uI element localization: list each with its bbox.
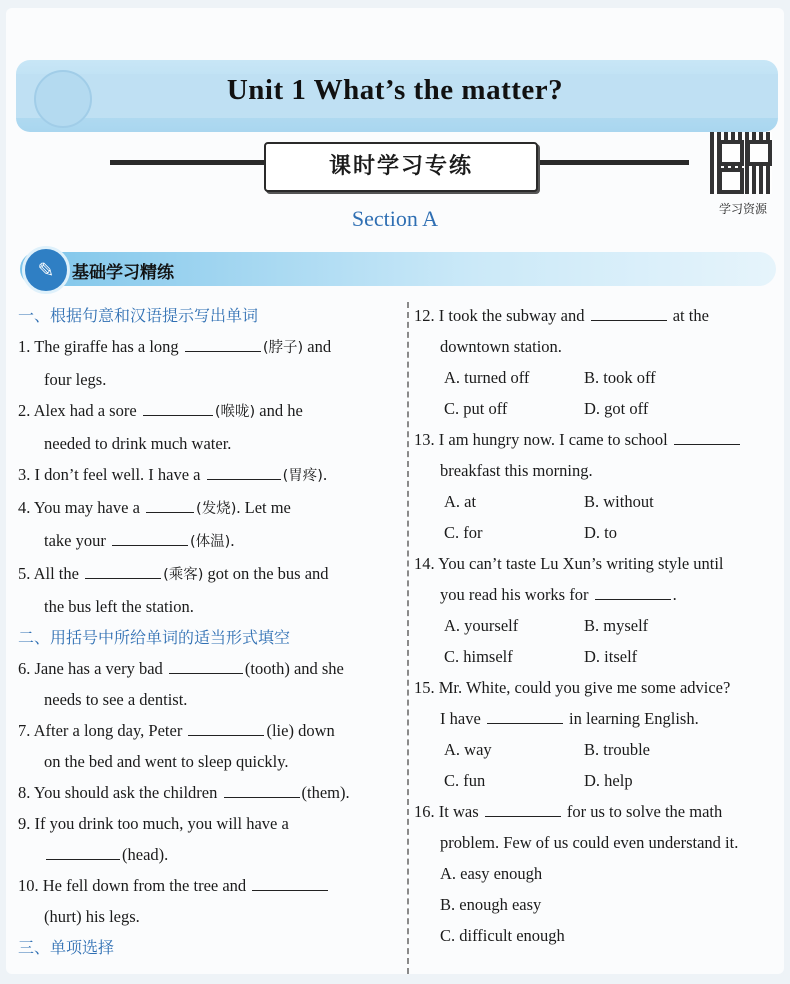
question-2 [18, 395, 398, 428]
strip-line-left [110, 160, 268, 165]
q4-hint-2: (体温) [189, 534, 231, 550]
q5-continued: the bus left the station. [44, 597, 194, 616]
q6-blank[interactable] [169, 655, 243, 674]
option-d[interactable]: D. help [584, 771, 633, 790]
q8-text: 8. You should ask the children [18, 783, 218, 802]
question-10 [18, 870, 398, 901]
q2-text: 2. Alex had a sore [18, 401, 137, 420]
q4-continued [18, 525, 398, 558]
q10-continued: (hurt) his legs. [44, 907, 140, 926]
option-b[interactable]: B. enough easy [440, 895, 542, 914]
q7-text: 7. After a long day, Peter [18, 721, 183, 740]
q14-options-row-2 [414, 641, 776, 672]
q12-continued: downtown station. [440, 337, 562, 356]
q8-blank[interactable] [224, 779, 300, 798]
option-c[interactable]: C. for [444, 523, 483, 542]
question-8 [18, 777, 398, 808]
q7-continued: on the bed and went to sleep quickly. [44, 752, 289, 771]
q5-text: 5. All the [18, 564, 79, 583]
q14-blank[interactable] [595, 581, 671, 600]
q16-continued: problem. Few of us could even understand it. [440, 833, 739, 852]
q12-options-row-2 [414, 393, 776, 424]
q9-continued [18, 839, 398, 870]
q13-options-row-1 [414, 486, 776, 517]
question-16 [414, 796, 776, 827]
q2-hint: (喉咙) [214, 404, 256, 420]
option-a[interactable]: A. way [444, 740, 492, 759]
part3-heading: 三、单项选择 [18, 938, 115, 957]
question-6 [18, 653, 398, 684]
q16-text-2: for us to solve the math [562, 802, 723, 821]
q4-blank-2[interactable] [112, 527, 188, 546]
question-13 [414, 424, 776, 455]
q13-text: 13. I am hungry now. I came to school [414, 430, 668, 449]
column-divider [407, 302, 409, 974]
question-12 [414, 300, 776, 331]
question-9: 9. If you drink too much, you will have a [18, 814, 289, 833]
q6-continued: needs to see a dentist. [44, 690, 188, 709]
option-c[interactable]: C. himself [444, 647, 513, 666]
question-7 [18, 715, 398, 746]
q12-options-row-1 [414, 362, 776, 393]
option-a[interactable]: A. at [444, 492, 477, 511]
q4-text-3: take your [44, 531, 106, 550]
qr-finder-icon [718, 140, 744, 166]
q9-text-2: (head). [122, 845, 169, 864]
option-b[interactable]: B. trouble [584, 740, 650, 759]
option-a[interactable]: A. turned off [444, 368, 530, 387]
q6-text: 6. Jane has a very bad [18, 659, 163, 678]
option-a[interactable]: A. easy enough [440, 864, 543, 883]
option-b[interactable]: B. myself [584, 616, 649, 635]
q5-hint: (乘客) [163, 567, 204, 583]
q5-blank[interactable] [85, 560, 161, 579]
question-5 [18, 558, 398, 591]
q6-text-2: (tooth) and she [244, 659, 344, 678]
q14-continued [414, 579, 776, 610]
section-title: Section A [351, 206, 439, 231]
option-c[interactable]: C. fun [444, 771, 486, 790]
q15-text-2: in learning English. [564, 709, 699, 728]
q1-text: 1. The giraffe has a long [18, 337, 179, 356]
strip-line-right [533, 160, 689, 165]
q15-text: I have [440, 709, 481, 728]
q4-text-2: . Let me [236, 498, 291, 517]
question-3 [18, 459, 398, 492]
q14-text-2: . [672, 585, 677, 604]
right-column [414, 300, 776, 951]
lesson-practice-label: 课时学习专练 [264, 142, 538, 192]
q15-continued [414, 703, 776, 734]
q12-text: 12. I took the subway and [414, 306, 585, 325]
q1-continued: four legs. [44, 370, 107, 389]
q12-blank[interactable] [591, 302, 667, 321]
q1-blank[interactable] [185, 333, 261, 352]
question-15: 15. Mr. White, could you give me some advice? [414, 678, 731, 697]
part2-heading: 二、用括号中所给单词的适当形式填空 [18, 628, 291, 647]
qr-finder-icon [746, 140, 772, 166]
option-c[interactable]: C. put off [444, 399, 508, 418]
left-column [18, 300, 398, 963]
workbook-page [6, 8, 784, 974]
option-d[interactable]: D. itself [584, 647, 638, 666]
q5-text-2: got on the bus and [203, 564, 329, 583]
q2-text-2: and he [255, 401, 303, 420]
q15-options-row-1 [414, 734, 776, 765]
q10-text: 10. He fell down from the tree and [18, 876, 247, 895]
part1-heading: 一、根据句意和汉语提示写出单词 [18, 306, 259, 325]
q3-text: 3. I don’t feel well. I have a [18, 465, 201, 484]
option-d[interactable]: D. to [584, 523, 617, 542]
q9-blank[interactable] [46, 841, 120, 860]
option-a[interactable]: A. yourself [444, 616, 519, 635]
q3-blank[interactable] [207, 461, 281, 480]
q10-blank[interactable] [252, 872, 328, 891]
q16-text: 16. It was [414, 802, 479, 821]
option-d[interactable]: D. got off [584, 399, 649, 418]
q13-blank[interactable] [674, 426, 740, 445]
q13-options-row-2 [414, 517, 776, 548]
question-14: 14. You can’t taste Lu Xun’s writing style until [414, 554, 724, 573]
q15-blank[interactable] [487, 705, 563, 724]
qr-finder-icon [718, 168, 744, 194]
q1-hint: (脖子) [262, 340, 304, 356]
q15-options-row-2 [414, 765, 776, 796]
q4-text: 4. You may have a [18, 498, 140, 517]
q4-blank[interactable] [146, 494, 194, 513]
q8-text-2: (them). [301, 783, 350, 802]
qr-code-icon[interactable] [710, 132, 772, 194]
option-b[interactable]: B. took off [584, 368, 656, 387]
q4-text-4: . [230, 531, 235, 550]
q16-blank[interactable] [485, 798, 561, 817]
q4-hint: (发烧) [196, 501, 237, 517]
pen-icon: ✎ [22, 246, 70, 294]
q1-text-2: and [303, 337, 332, 356]
q14-text: you read his works for [440, 585, 589, 604]
basics-label: 基础学习精练 [72, 263, 174, 283]
q2-blank[interactable] [143, 397, 213, 416]
q14-options-row-1 [414, 610, 776, 641]
q3-hint: (胃疼) [282, 468, 323, 484]
question-1 [18, 331, 398, 364]
q13-continued: breakfast this morning. [440, 461, 593, 480]
q7-blank[interactable] [188, 717, 264, 736]
unit-title: Unit 1 What’s the matter? [226, 74, 564, 106]
q12-text-2: at the [668, 306, 709, 325]
q2-continued: needed to drink much water. [44, 434, 232, 453]
qr-label: 学习资源 [718, 202, 767, 216]
question-4 [18, 492, 398, 525]
q3-text-2: . [322, 465, 328, 484]
option-c[interactable]: C. difficult enough [440, 926, 565, 945]
option-b[interactable]: B. without [584, 492, 654, 511]
q7-text-2: (lie) down [266, 721, 335, 740]
